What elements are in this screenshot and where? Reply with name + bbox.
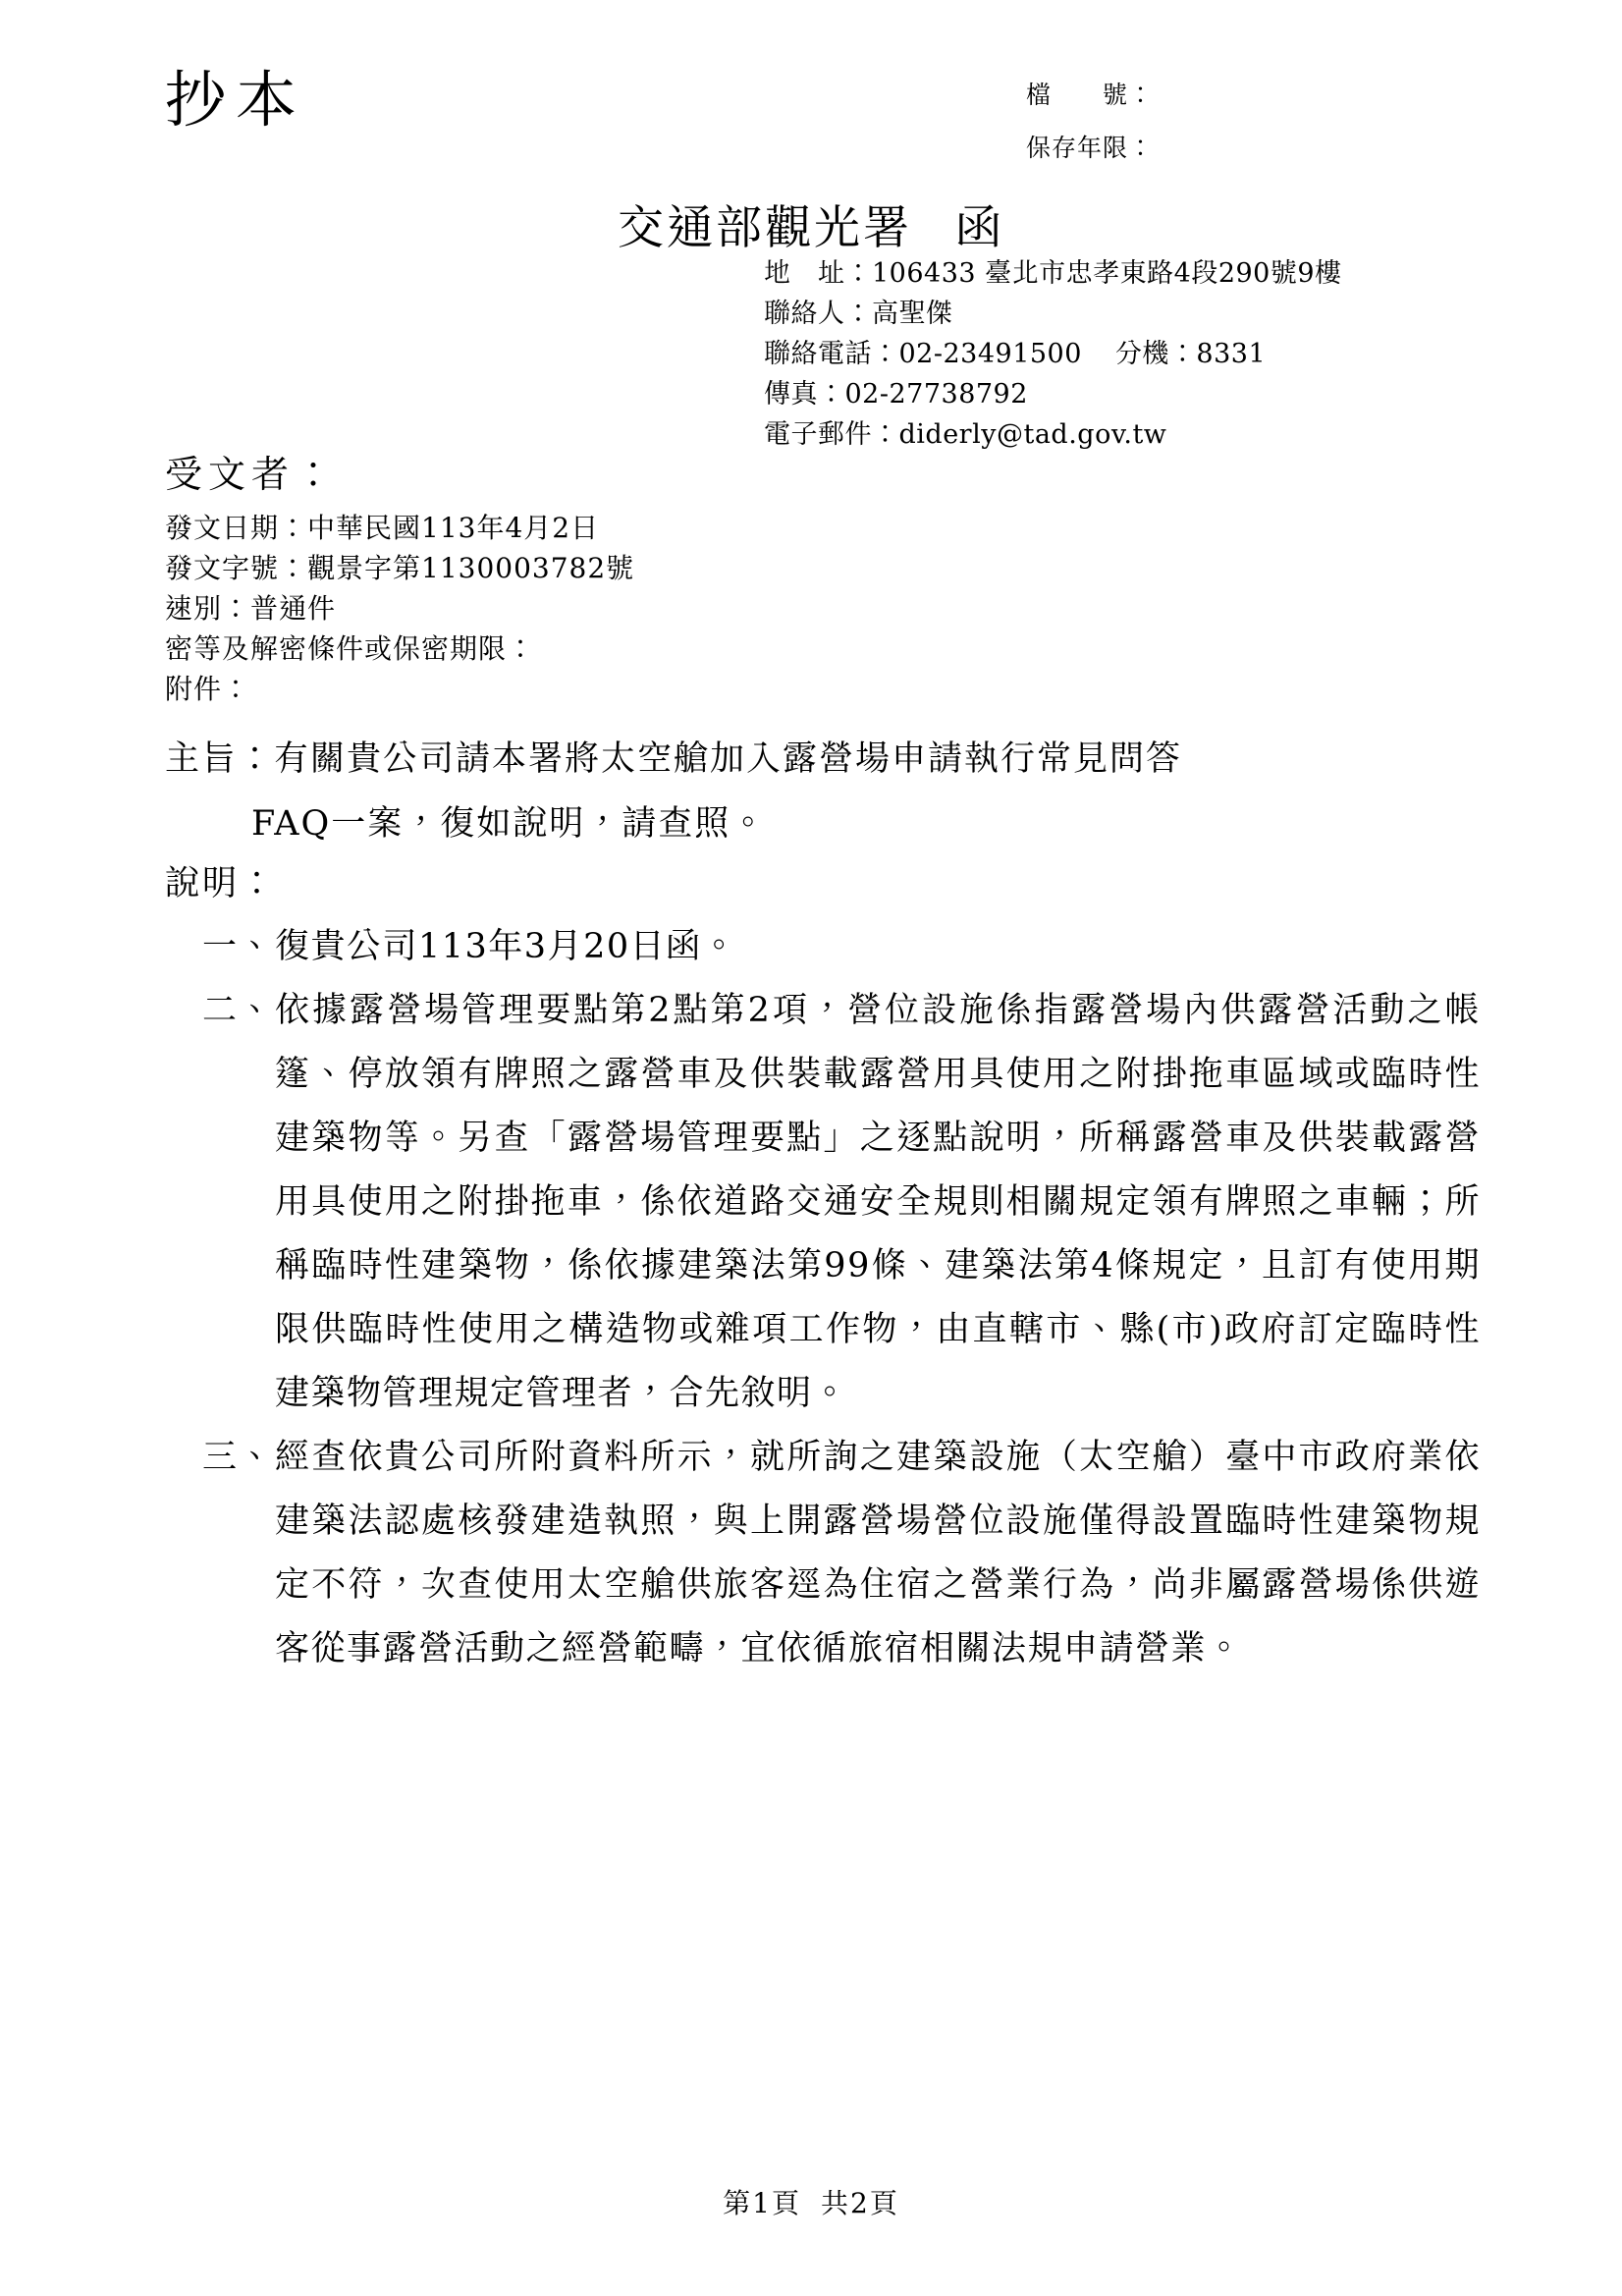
contact-person-row [764,294,1342,334]
copy-mark: 抄本 [165,64,307,136]
archive-number-row [1026,69,1154,122]
address-value: 106433 臺北市忠孝東路4段290號9樓 [872,258,1342,289]
retention-row [1026,122,1154,175]
explanation-items [165,915,1481,1681]
meta-confidentiality: 密等及解密條件或保密期限： [165,632,536,665]
explanation-label: 說明： [165,864,278,903]
fax-value: 02-27738792 [844,379,1028,410]
organisation-title [0,191,1622,257]
list-item [165,979,1481,1426]
contact-person-value: 高聖傑 [872,299,953,329]
list-item-number: 一、 [202,927,275,966]
list-item-text: 依據露營場管理要點第2點第2項，營位設施係指露營場內供露營活動之帳篷、停放領有牌照之露營車及供裝載露營用具使用之附掛拖車區域或臨時性建築物等。另查「露營場管理要點」之逐點說明，所稱露營車及供裝載露營用具使用之附掛拖車，係依道路交通安全規則相關規定領有牌照之車輛；所稱臨時性建築物，係依據建築法第99條、建築法第4條規定，且訂有使用期限供臨時性使用之構造物或雜項工作物，由直轄市、縣(市)政府訂定臨時性建築物管理規定管理者，合先敘明。 [275,991,1481,1413]
archive-info-block [1026,69,1154,175]
document-meta-block [165,508,634,709]
email-label: 電子郵件： [764,419,899,450]
contact-person-label: 聯絡人： [764,299,872,329]
list-item-text: 復貴公司113年3月20日函。 [275,927,738,966]
list-item [165,1426,1481,1681]
list-item-number: 二、 [202,991,275,1030]
archive-number-label: 檔 號： [1026,81,1155,109]
subject-line-1: 有關貴公司請本署將太空艙加入露營場申請執行常見問答 [274,739,1183,779]
retention-label: 保存年限： [1026,134,1155,162]
contact-block [764,253,1342,455]
subject-label: 主旨： [165,739,275,779]
page-footer [0,2182,1622,2221]
meta-speed: 速別：普通件 [165,592,337,625]
meta-document-number: 發文字號：觀景字第1130003782號 [165,552,635,584]
address-row [764,253,1342,294]
subject-line-2: FAQ一案，復如說明，請查照。 [251,804,768,844]
address-label: 地 址： [764,258,872,289]
extension-value: 8331 [1196,339,1267,369]
fax-row [764,374,1342,414]
total-pages: 共2頁 [821,2187,899,2219]
email-value: diderly@tad.gov.tw [898,419,1167,450]
recipient-label: 受文者： [165,453,339,496]
list-item-number: 三、 [202,1438,275,1477]
meta-attachment: 附件： [165,673,251,705]
document-type: 函 [955,201,1004,255]
organisation-name: 交通部觀光署 [618,201,912,255]
phone-value: 02-23491500 [898,339,1082,369]
extension-label: 分機： [1114,339,1197,369]
list-item-text: 經查依貴公司所附資料所示，就所詢之建築設施（太空艙）臺中市政府業依建築法認處核發建造執照，與上開露營場營位設施僅得設置臨時性建築物規定不符，次查使用太空艙供旅客逕為住宿之營業行為，尚非屬露營場係供遊客從事露營活動之經營範疇，宜依循旅宿相關法規申請營業。 [275,1438,1481,1668]
meta-issue-date: 發文日期：中華民國113年4月2日 [165,512,600,544]
list-item [165,915,1481,979]
subject-section [165,727,1471,856]
current-page: 第1頁 [723,2187,801,2219]
phone-label: 聯絡電話： [764,339,899,369]
email-row [764,414,1342,455]
fax-label: 傳真： [764,379,845,410]
phone-row [764,334,1342,374]
